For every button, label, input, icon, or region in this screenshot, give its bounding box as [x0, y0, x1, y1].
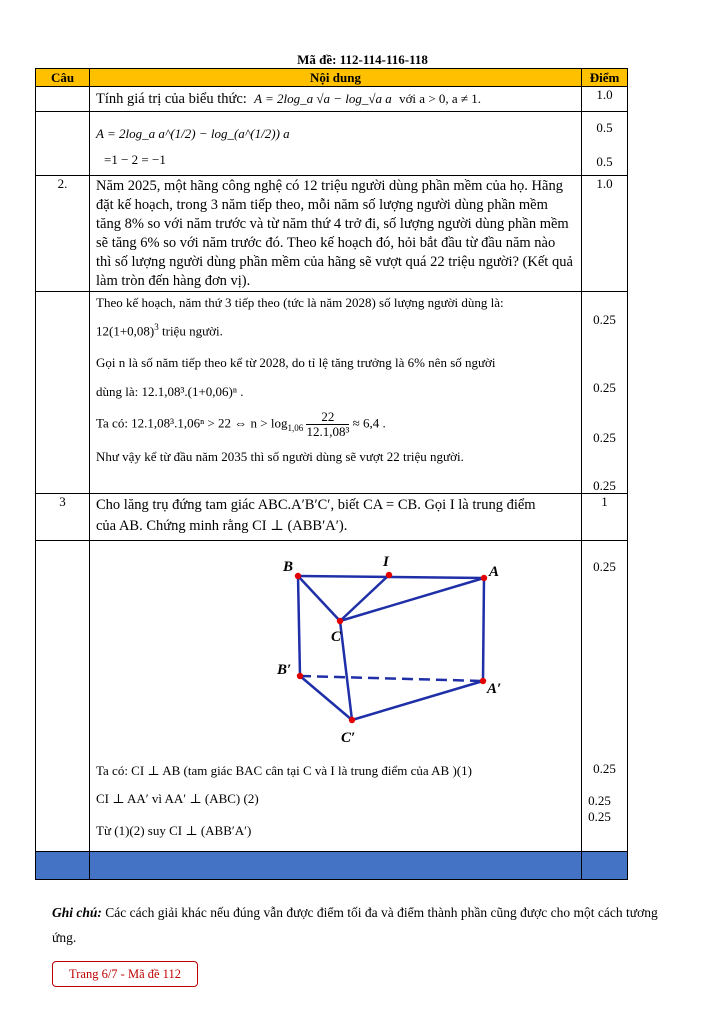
q1-prompt: Tính giá trị của biểu thức: — [96, 91, 247, 107]
q2-sol-denominator: 12.1,08³ — [306, 424, 350, 440]
q2-text: Năm 2025, một hãng công nghệ có 12 triệu người dùng phần mềm của họ. Hãng đặt kế hoạch, trong 3 năm tiếp theo, mỗi năm số lượng người dùng phần mềm tăng 8% so với năm trước và từ năm thứ 4 trở đi, số lượng người dùng phần mềm sẽ tăng 6% so với năm trước đó. Theo kế hoạch đó, hỏi bắt đầu từ đầu năm nào thì số lượng người dùng phần mềm của hãng sẽ vượt quá 22 triệu người? (Kết quả làm tròn đến hàng đơn vị). — [96, 178, 573, 289]
q2-sol-line2b: dùng là: 12.1,08³.(1+0,06)ⁿ . — [96, 384, 244, 400]
q3-points: 1 — [582, 494, 628, 541]
label-B: B — [283, 559, 294, 575]
edge-B2C2 — [300, 676, 352, 720]
exam-code: Mã đề: 112-114-116-118 — [297, 52, 428, 67]
table-footer-bar — [36, 852, 628, 880]
point-B-prime — [297, 673, 303, 679]
q1-step1-points: 0.5 — [596, 120, 613, 135]
table-row — [36, 112, 628, 176]
table-header-row — [36, 69, 628, 87]
label-I: I — [383, 554, 389, 570]
q1-step2: =1 − 2 = −1 — [104, 152, 166, 167]
edge-CC2 — [340, 621, 352, 720]
q2-points: 1.0 — [582, 176, 628, 292]
q2-sol-fraction — [306, 410, 349, 439]
q3-sol-line2: CI ⊥ AA′ vì AA′ ⊥ (ABC) (2) — [96, 791, 259, 806]
q3-sol-line1: Ta có: CI ⊥ AB (tam giác BAC cân tại C và I là trung điểm của AB )(1) — [96, 763, 472, 778]
q2-sol-log-base: 1,06 — [287, 423, 304, 434]
q2-sol-points-2: 0.25 — [593, 380, 616, 395]
q1-condition: với a > 0, a ≠ 1. — [399, 91, 482, 106]
q3-line1: Cho lăng trụ đứng tam giác ABC.A′B′C′, biết CA = CB. Gọi I là trung điểm — [96, 497, 536, 513]
q2-sol-points-3: 0.25 — [593, 430, 616, 445]
q2-sol-ineq: Ta có: 12.1,08³.1,06ⁿ > 22 ⇔ n > log — [96, 415, 288, 431]
note — [52, 900, 682, 950]
q2-sol-growth-unit: triệu người. — [162, 323, 223, 339]
edge-B2A2-hidden — [300, 676, 483, 681]
table-row: Theo kế hoạch, năm thứ 3 tiếp theo (tức là năm 2028) số lượng người dùng là: $12(1+0,08)^3$ triệu người. Gọi n là số năm tiếp theo kể từ 2028, do tỉ lệ tăng trưởng là 6% nên số người dùng là: 12.1,08³.(1+0,06)ⁿ . Ta có: 12.1,08³.1,06ⁿ > 22 ⇔ $n > \log_{1,06}$ $\frac{22}{\text{12.1,08³}}$ ≈ 6,4 . Như vậy kể từ đầu năm 2035 thì số người dùng sẽ vượt 22 triệu người. 0.25 0.25 0.25 0.25 — [36, 292, 628, 494]
col-header-content: Nội dung — [90, 69, 582, 87]
label-A: A — [489, 564, 500, 580]
q2-number: 2. — [36, 176, 90, 292]
q2-sol-approx: ≈ 6,4 . — [352, 415, 386, 431]
q3-sol-line3: Từ (1)(2) suy CI ⊥ (ABB′A′) — [96, 823, 252, 838]
table-row — [36, 494, 628, 541]
q3-sol-points-1: 0.25 — [593, 761, 616, 776]
edge-C2A2 — [352, 681, 483, 720]
table-row — [36, 176, 628, 292]
q2-sol-line1: Theo kế hoạch, năm thứ 3 tiếp theo (tức là năm 2028) số lượng người dùng là: — [96, 295, 504, 310]
label-C-prime: C′ — [341, 730, 356, 746]
col-header-points: Điểm — [582, 69, 628, 87]
point-A — [481, 575, 487, 581]
point-C — [337, 618, 343, 624]
point-I — [386, 572, 392, 578]
q2-sol-points-1: 0.25 — [593, 312, 616, 327]
note-text: Các cách giải khác nếu đúng vẫn được điểm tối đa và điểm thành phần cũng được cho một cách tương ứng. — [52, 905, 658, 945]
q3-sol-points-3: 0.25 — [588, 809, 611, 824]
label-B-prime: B′ — [277, 662, 292, 678]
q3-figure-points: 0.25 — [593, 559, 616, 574]
q2-sol-points-4: 0.25 — [593, 478, 616, 493]
edge-BC — [298, 576, 340, 621]
edge-AA2 — [483, 578, 484, 681]
q1-step2-points: 0.5 — [596, 154, 613, 169]
answer-table — [35, 68, 628, 880]
point-A-prime — [480, 678, 486, 684]
q1-expression: A = 2log_a √a − log_√a a — [254, 91, 392, 106]
q2-sol-numerator: 22 — [306, 410, 349, 425]
table-row — [36, 541, 628, 852]
q2-sol-growth-expr: 12(1+0,08) — [96, 323, 155, 339]
prism-figure — [215, 553, 575, 753]
page-footer: Trang 6/7 - Mã đề 112 — [52, 961, 198, 987]
q3-sol-points-2: 0.25 — [588, 793, 611, 808]
label-A-prime: A′ — [487, 681, 502, 697]
q2-sol-conclusion: Như vậy kể từ đầu năm 2035 thì số người dùng sẽ vượt 22 triệu người. — [96, 449, 464, 465]
table-row — [36, 87, 628, 112]
label-C: C — [331, 629, 342, 645]
q3-number: 3 — [36, 494, 90, 541]
edge-BB2 — [298, 576, 300, 676]
col-header-question: Câu — [36, 69, 90, 87]
q3-line2: của AB. Chứng minh rằng CI ⊥ (ABB′A′). — [96, 518, 348, 534]
q1-step1: A = 2log_a a^(1/2) − log_(a^(1/2)) a — [96, 126, 290, 141]
q1-points: 1.0 — [582, 87, 628, 112]
q2-sol-line2: Gọi n là số năm tiếp theo kể từ 2028, do tỉ lệ tăng trưởng là 6% nên số người — [96, 355, 496, 371]
point-C-prime — [349, 717, 355, 723]
note-label: Ghi chú: — [52, 905, 102, 920]
point-B — [295, 573, 301, 579]
